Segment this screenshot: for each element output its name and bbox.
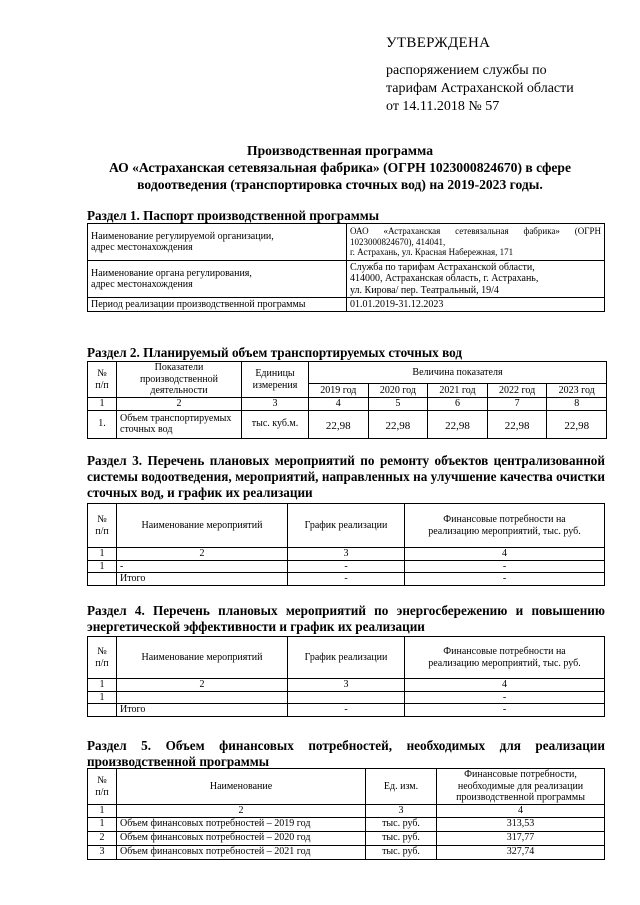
col-number: 4 [405,679,605,692]
col-number: 5 [368,398,428,411]
total-finance: - [405,573,605,586]
section4-heading: Раздел 4. Перечень плановых мероприятий по энергосбережению и повышению энергетической эффективности и график их реализации [87,603,605,634]
table-row [88,261,605,298]
section3-heading: Раздел 3. Перечень плановых мероприятий по ремонту объектов централизованной системы водоотведения, мероприятий, направленных на улучшение качества очистки сточных вод, и график их реализации [87,453,605,500]
header-unit: Единицы измерения [242,362,309,398]
col-number: 3 [288,679,405,692]
table-row [88,805,605,818]
approval-heading: УТВЕРЖДЕНА [386,35,491,51]
table-row [88,548,605,561]
header-name: Наименование мероприятий [117,504,288,548]
row-num: 1 [88,560,117,573]
table-row [88,560,605,573]
row-name: Объем финансовых потребностей – 2020 год [117,831,366,845]
col-number: 6 [428,398,488,411]
col-number: 3 [288,548,405,561]
header-schedule: График реализации [288,504,405,548]
header-finance: Финансовые потребности на реализацию мероприятий, тыс. руб. [405,504,605,548]
total-label: Итого [117,704,288,717]
title-line-3: водоотведения (транспортировка сточных вод) на 2019-2023 годы. [137,177,543,192]
title-line-1: Производственная программа [247,143,433,158]
row-value: 22,98 [487,410,547,438]
total-schedule: - [288,573,405,586]
row-unit: тыс. руб. [366,831,437,845]
col-number: 1 [88,398,117,411]
col-number: 8 [547,398,607,411]
row-value: 22,98 [368,410,428,438]
cell-value: ОАО «Астраханская сетевязальная фабрика» (ОГРН 1023000824670), 414041, г. Астрахань, ул. Красная Набережная, 171 [347,224,605,261]
table-row [88,704,605,717]
col-number: 2 [117,679,288,692]
row-value: 22,98 [547,410,607,438]
table-row [88,769,605,805]
col-number: 2 [117,805,366,818]
col-number: 4 [405,548,605,561]
document-title [60,142,620,193]
header-schedule: График реализации [288,637,405,679]
header-indicator: Показатели производственной деятельности [117,362,242,398]
row-finance: - [405,560,605,573]
table-row [88,298,605,312]
cell-value: Служба по тарифам Астраханской области, 414000, Астраханская область, г. Астрахань, ул. Кирова/ пер. Театральный, 19/4 [347,261,605,298]
row-num: 3 [88,845,117,859]
row-unit: тыс. руб. [366,817,437,831]
section3-table [87,503,605,586]
header-finance: Финансовые потребности, необходимые для реализации производственной программы [437,769,605,805]
total-label: Итого [117,573,288,586]
row-name: Объем финансовых потребностей – 2021 год [117,845,366,859]
row-name: - [117,560,288,573]
header-year: 2022 год [487,384,547,398]
col-number: 2 [117,548,288,561]
row-value: 313,53 [437,817,605,831]
col-number: 1 [88,805,117,818]
col-number: 4 [309,398,369,411]
approval-block [386,34,574,116]
row-value: 22,98 [309,410,369,438]
row-name [117,691,288,704]
section2-table [87,361,607,439]
section1-heading: Раздел 1. Паспорт производственной программы [87,208,379,223]
section1-table [87,223,605,312]
row-value: 22,98 [428,410,488,438]
header-num: № п/п [88,504,117,548]
header-num: № п/п [88,637,117,679]
col-number: 1 [88,548,117,561]
header-year: 2019 год [309,384,369,398]
header-year: 2020 год [368,384,428,398]
col-number: 2 [117,398,242,411]
header-year: 2021 год [428,384,488,398]
col-number: 3 [366,805,437,818]
approval-line-3: от 14.11.2018 № 57 [386,99,500,114]
table-row [88,831,605,845]
cell-label: Наименование органа регулирования, адрес местонахождения [88,261,347,298]
section4-table [87,636,605,717]
title-line-2: АО «Астраханская сетевязальная фабрика» (ОГРН 1023000824670) в сфере [108,160,572,175]
table-row [88,637,605,679]
row-unit: тыс. руб. [366,845,437,859]
section2-heading: Раздел 2. Планируемый объем транспортируемых сточных вод [87,345,462,360]
cell-label: Период реализации производственной программы [88,298,347,312]
row-finance: - [405,691,605,704]
col-number: 1 [88,679,117,692]
table-row [88,362,607,384]
row-unit: тыс. куб.м. [242,410,309,438]
table-row [88,504,605,548]
header-value-group: Величина показателя [309,362,607,384]
row-schedule: - [288,560,405,573]
header-num: № п/п [88,362,117,398]
col-number: 4 [437,805,605,818]
header-name: Наименование [117,769,366,805]
header-year: 2023 год [547,384,607,398]
row-name: Объем транспортируемых сточных вод [117,410,242,438]
table-row [88,398,607,411]
cell-value: 01.01.2019-31.12.2023 [347,298,605,312]
table-row [88,691,605,704]
total-schedule: - [288,704,405,717]
approval-line-2: тарифам Астраханской области [386,81,574,96]
row-value: 327,74 [437,845,605,859]
row-num: 2 [88,831,117,845]
table-row [88,817,605,831]
approval-line-1: распоряжением службы по [386,63,547,78]
row-num: 1 [88,817,117,831]
col-number: 3 [242,398,309,411]
row-schedule [288,691,405,704]
section5-table [87,768,605,860]
cell-label: Наименование регулируемой организации, адрес местонахождения [88,224,347,261]
row-value: 317,77 [437,831,605,845]
table-row [88,224,605,261]
table-row [88,573,605,586]
section5-heading: Раздел 5. Объем финансовых потребностей, необходимых для реализации производственной программы [87,738,605,769]
header-num: № п/п [88,769,117,805]
header-finance: Финансовые потребности на реализацию мероприятий, тыс. руб. [405,637,605,679]
table-row [88,410,607,438]
table-row [88,679,605,692]
col-number: 7 [487,398,547,411]
row-name: Объем финансовых потребностей – 2019 год [117,817,366,831]
row-num: 1 [88,691,117,704]
header-name: Наименование мероприятий [117,637,288,679]
table-row [88,845,605,859]
row-num: 1. [88,410,117,438]
header-unit: Ед. изм. [366,769,437,805]
total-finance: - [405,704,605,717]
